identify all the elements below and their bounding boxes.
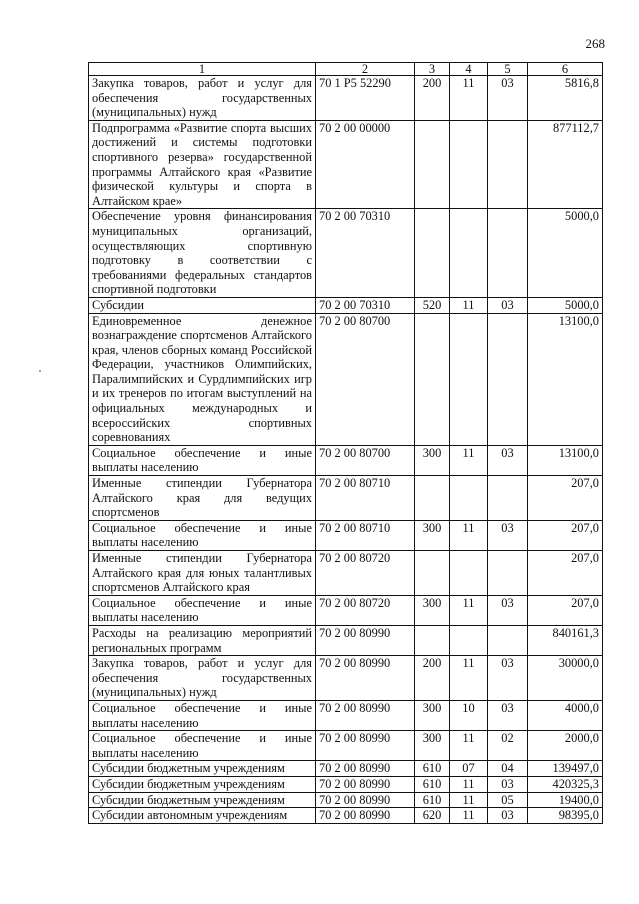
row-name: Именные стипендии Губернатора Алтайского края для ведущих спортсменов	[89, 476, 316, 521]
row-expense-type: 610	[415, 776, 450, 792]
row-expense-type: 200	[415, 656, 450, 701]
row-code: 70 2 00 80990	[316, 808, 415, 824]
row-amount: 5816,8	[528, 76, 603, 121]
table-row	[89, 656, 603, 701]
row-amount: 30000,0	[528, 656, 603, 701]
row-expense-type: 520	[415, 297, 450, 313]
row-code: 70 2 00 80990	[316, 700, 415, 730]
row-amount: 13100,0	[528, 445, 603, 475]
row-subsection: 03	[488, 656, 528, 701]
row-subsection: 04	[488, 761, 528, 777]
row-code: 70 2 00 80700	[316, 445, 415, 475]
row-name: Закупка товаров, работ и услуг для обеспечения государственных (муниципальных) нужд	[89, 76, 316, 121]
row-expense-type: 200	[415, 76, 450, 121]
row-expense-type: 300	[415, 445, 450, 475]
header-col-5: 5	[488, 63, 528, 76]
row-subsection: 03	[488, 445, 528, 475]
table-row	[89, 445, 603, 475]
header-col-4: 4	[450, 63, 488, 76]
row-amount: 207,0	[528, 551, 603, 596]
row-subsection: 02	[488, 731, 528, 761]
row-name: Социальное обеспечение и иные выплаты населению	[89, 700, 316, 730]
table-row	[89, 120, 603, 209]
row-section: 11	[450, 445, 488, 475]
row-section: 10	[450, 700, 488, 730]
row-expense-type: 300	[415, 595, 450, 625]
header-col-3: 3	[415, 63, 450, 76]
table-row	[89, 297, 603, 313]
table-row	[89, 76, 603, 121]
table-row	[89, 476, 603, 521]
row-section	[450, 209, 488, 298]
row-section: 11	[450, 297, 488, 313]
row-name: Субсидии автономным учреждениям	[89, 808, 316, 824]
row-expense-type	[415, 625, 450, 655]
row-name: Закупка товаров, работ и услуг для обеспечения государственных (муниципальных) нужд	[89, 656, 316, 701]
row-subsection: 03	[488, 700, 528, 730]
row-expense-type: 620	[415, 808, 450, 824]
row-name: Подпрограмма «Развитие спорта высших достижений и системы подготовки спортивного резерва» государственной программы Алтайского края «Развитие физической культуры и спорта в Алтайском крае»	[89, 120, 316, 209]
row-amount: 2000,0	[528, 731, 603, 761]
row-code: 70 2 00 80710	[316, 520, 415, 550]
table-row	[89, 520, 603, 550]
table-row	[89, 551, 603, 596]
row-amount: 420325,3	[528, 776, 603, 792]
row-subsection: 03	[488, 595, 528, 625]
row-amount: 4000,0	[528, 700, 603, 730]
row-section: 11	[450, 731, 488, 761]
row-section: 11	[450, 776, 488, 792]
row-code: 70 2 00 70310	[316, 297, 415, 313]
row-section: 11	[450, 76, 488, 121]
table-row	[89, 625, 603, 655]
table-row	[89, 700, 603, 730]
row-amount: 207,0	[528, 476, 603, 521]
row-amount: 139497,0	[528, 761, 603, 777]
budget-table	[88, 62, 603, 824]
table-row	[89, 313, 603, 445]
row-code: 70 2 00 00000	[316, 120, 415, 209]
row-amount: 877112,7	[528, 120, 603, 209]
row-name: Обеспечение уровня финансирования муниципальных организаций, осуществляющих спортивную подготовку в соответствии с требованиями федеральных стандартов спортивной подготовки	[89, 209, 316, 298]
row-code: 70 1 P5 52290	[316, 76, 415, 121]
header-col-6: 6	[528, 63, 603, 76]
row-name: Субсидии бюджетным учреждениям	[89, 761, 316, 777]
row-amount: 5000,0	[528, 297, 603, 313]
row-expense-type	[415, 313, 450, 445]
table-row	[89, 776, 603, 792]
row-expense-type: 610	[415, 761, 450, 777]
table-row	[89, 731, 603, 761]
row-code: 70 2 00 80990	[316, 625, 415, 655]
row-code: 70 2 00 80990	[316, 656, 415, 701]
row-subsection	[488, 313, 528, 445]
row-section	[450, 625, 488, 655]
row-amount: 207,0	[528, 520, 603, 550]
row-code: 70 2 00 70310	[316, 209, 415, 298]
table-row	[89, 761, 603, 777]
row-amount: 5000,0	[528, 209, 603, 298]
row-section: 11	[450, 656, 488, 701]
row-name: Социальное обеспечение и иные выплаты населению	[89, 445, 316, 475]
row-name: Единовременное денежное вознаграждение спортсменов Алтайского края, членов сборных команд Российской Федерации, участников Олимпийских, Паралимпийских и Сурдлимпийских игр и их тренеров по итогам выступлений на официальных международных и всероссийских спортивных соревнованиях	[89, 313, 316, 445]
row-expense-type	[415, 209, 450, 298]
row-subsection	[488, 551, 528, 596]
row-amount: 98395,0	[528, 808, 603, 824]
row-section	[450, 120, 488, 209]
table-row	[89, 595, 603, 625]
row-name: Социальное обеспечение и иные выплаты населению	[89, 520, 316, 550]
row-section	[450, 551, 488, 596]
row-name: Социальное обеспечение и иные выплаты населению	[89, 731, 316, 761]
table-row	[89, 808, 603, 824]
row-code: 70 2 00 80700	[316, 313, 415, 445]
table-row	[89, 792, 603, 808]
row-subsection: 03	[488, 776, 528, 792]
header-row	[89, 63, 603, 76]
row-section: 07	[450, 761, 488, 777]
row-name: Субсидии бюджетным учреждениям	[89, 792, 316, 808]
row-name: Расходы на реализацию мероприятий региональных программ	[89, 625, 316, 655]
row-expense-type: 610	[415, 792, 450, 808]
row-section	[450, 476, 488, 521]
page-number: 268	[585, 36, 605, 51]
row-expense-type: 300	[415, 520, 450, 550]
header-col-2: 2	[316, 63, 415, 76]
row-name: Именные стипендии Губернатора Алтайского края для юных талантливых спортсменов Алтайского края	[89, 551, 316, 596]
row-name: Субсидии	[89, 297, 316, 313]
row-amount: 840161,3	[528, 625, 603, 655]
row-expense-type: 300	[415, 700, 450, 730]
header-col-1: 1	[89, 63, 316, 76]
table-row	[89, 209, 603, 298]
row-subsection: 03	[488, 76, 528, 121]
row-code: 70 2 00 80710	[316, 476, 415, 521]
row-subsection	[488, 476, 528, 521]
row-subsection: 03	[488, 520, 528, 550]
row-code: 70 2 00 80990	[316, 761, 415, 777]
row-section: 11	[450, 520, 488, 550]
row-expense-type	[415, 120, 450, 209]
row-section	[450, 313, 488, 445]
row-name: Субсидии бюджетным учреждениям	[89, 776, 316, 792]
row-name: Социальное обеспечение и иные выплаты населению	[89, 595, 316, 625]
row-amount: 19400,0	[528, 792, 603, 808]
row-amount: 207,0	[528, 595, 603, 625]
row-amount: 13100,0	[528, 313, 603, 445]
scan-speck	[39, 370, 41, 372]
row-section: 11	[450, 792, 488, 808]
row-expense-type	[415, 476, 450, 521]
row-section: 11	[450, 808, 488, 824]
row-expense-type	[415, 551, 450, 596]
table-body	[89, 76, 603, 824]
row-subsection	[488, 120, 528, 209]
row-subsection: 03	[488, 297, 528, 313]
row-subsection: 05	[488, 792, 528, 808]
row-expense-type: 300	[415, 731, 450, 761]
row-code: 70 2 00 80990	[316, 731, 415, 761]
row-section: 11	[450, 595, 488, 625]
row-code: 70 2 00 80990	[316, 776, 415, 792]
row-code: 70 2 00 80720	[316, 595, 415, 625]
row-code: 70 2 00 80990	[316, 792, 415, 808]
row-subsection: 03	[488, 808, 528, 824]
row-subsection	[488, 209, 528, 298]
row-subsection	[488, 625, 528, 655]
row-code: 70 2 00 80720	[316, 551, 415, 596]
